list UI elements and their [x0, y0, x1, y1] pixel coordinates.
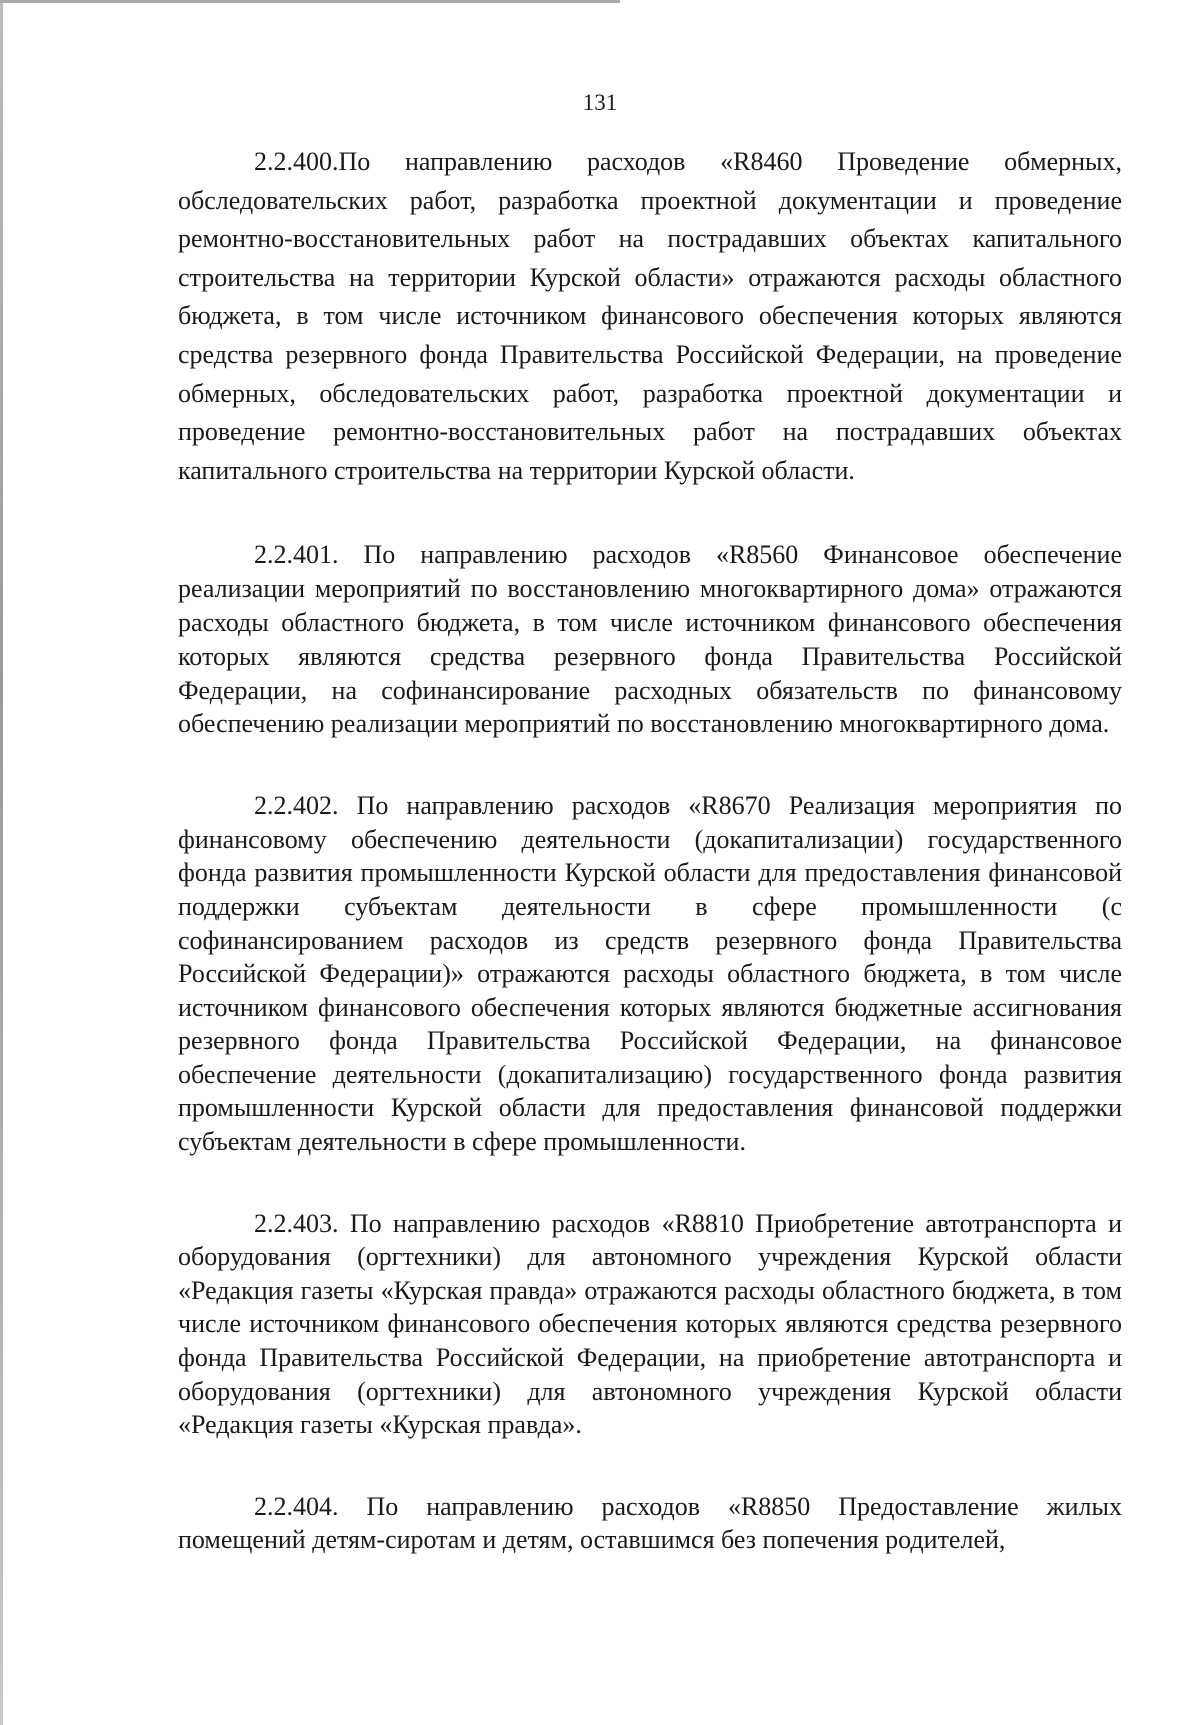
paragraph-2-2-400: 2.2.400.По направлению расходов «R8460 Проведение обмерных, обследовательских работ, разработка проектной документации и проведение ремонтно-восстановительных работ на пострадавших объектах капитального строительства на территории Курской области» отражаются расходы областного бюджета, в том числе источником финансового обеспечения которых являются средства резервного фонда Правительства Российской Федерации, на проведение обмерных, обследовательских работ, разработка проектной документации и проведение ремонтно-восстановительных работ на пострадавших объектах капитального строительства на территории Курской области. — [178, 147, 1122, 485]
paragraph-2-2-402: 2.2.402. По направлению расходов «R8670 Реализация мероприятия по финансовому обеспечению деятельности (докапитализации) государственного фонда развития промышленности Курской области для предоставления финансовой поддержки субъектам деятельности в сфере промышленности (с софинансированием расходов из средств резервного фонда Правительства Российской Федерации)» отражаются расходы областного бюджета, в том числе источником финансового обеспечения которых являются бюджетные ассигнования резервного фонда Правительства Российской Федерации, на финансовое обеспечение деятельности (докапитализацию) государственного фонда развития промышленности Курской области для предоставления финансовой поддержки субъектам деятельности в сфере промышленности. — [178, 791, 1122, 1157]
page-number: 131 — [582, 90, 618, 115]
paragraph-2-2-401: 2.2.401. По направлению расходов «R8560 Финансовое обеспечение реализации мероприятий по восстановлению многоквартирного дома» отражаются расходы областного бюджета, в том числе источником финансового обеспечения которых являются средства резервного фонда Правительства Российской Федерации, на софинансирование расходных обязательств по финансовому обеспечению реализации мероприятий по восстановлению многоквартирного дома. — [178, 540, 1122, 739]
document-body — [178, 143, 1122, 1557]
paragraph-2-2-403: 2.2.403. По направлению расходов «R8810 Приобретение автотранспорта и оборудования (оргтехники) для автономного учреждения Курской области «Редакция газеты «Курская правда» отражаются расходы областного бюджета, в том числе источником финансового обеспечения которых являются средства резервного фонда Правительства Российской Федерации, на приобретение автотранспорта и оборудования (оргтехники) для автономного учреждения Курской области «Редакция газеты «Курская правда». — [178, 1208, 1122, 1440]
scan-left-edge — [0, 0, 3, 1725]
paragraph-2-2-404: 2.2.404. По направлению расходов «R8850 Предоставление жилых помещений детям-сиротам и детям, оставшимся без попечения родителей, — [178, 1491, 1122, 1555]
scan-top-edge — [0, 0, 620, 3]
